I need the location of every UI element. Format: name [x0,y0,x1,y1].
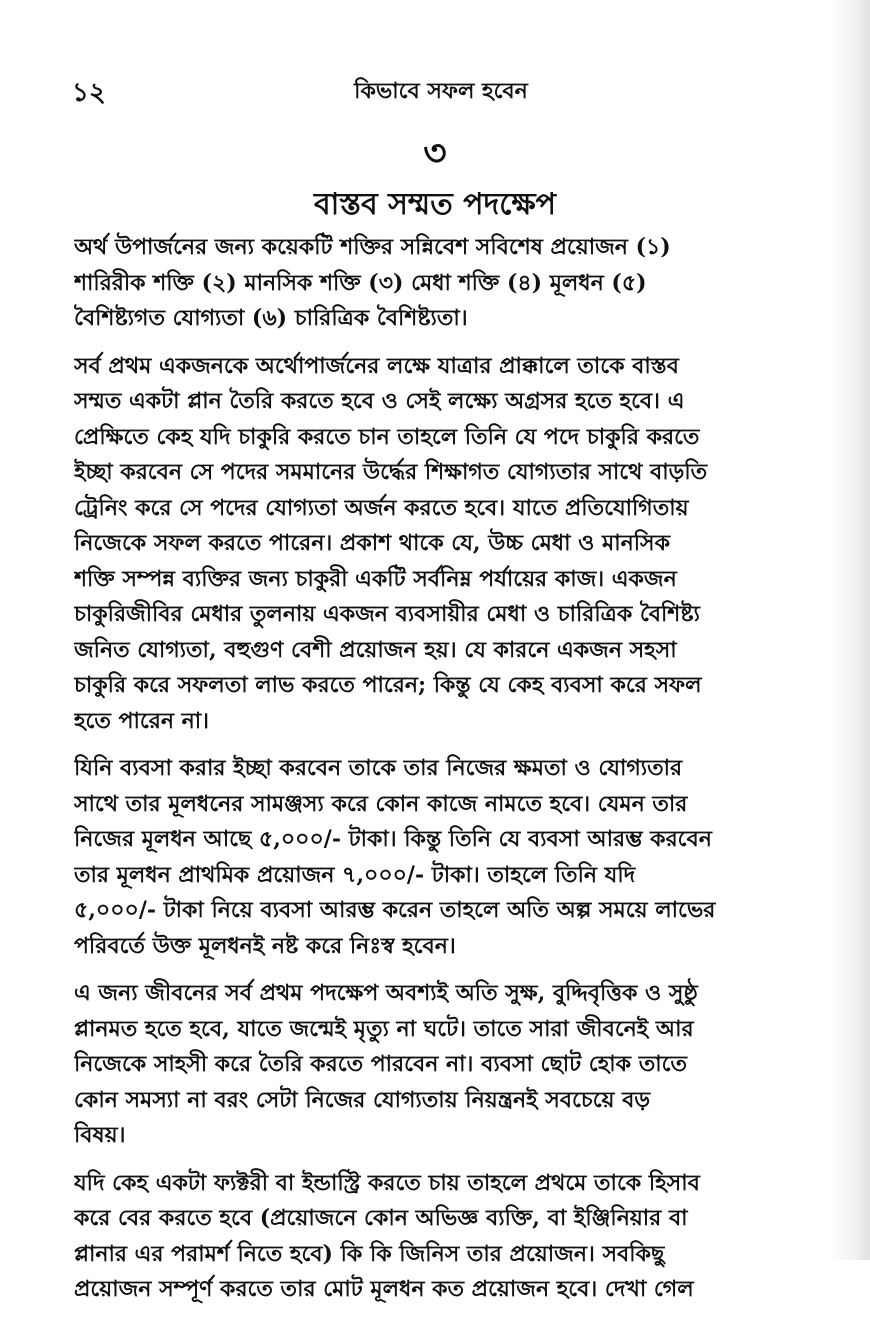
text-line: যিনি ব্যবসা করার ইচ্ছা করবেন তাকে তার নিজের ক্ষমতা ও যোগ্যতার [74,755,683,781]
text-line: পরিবর্তে উক্ত মূলধনই নষ্ট করে নিঃস্ব হবেন। [74,932,456,959]
text-line: চাকুরি করে সফলতা লাভ করতে পারেন; কিন্তু যে কেহ ব্যবসা করে সফল [74,672,702,698]
text-line: অর্থ উপার্জনের জন্য কয়েকটি শক্তির সন্নিবেশ সবিশেষ প্রয়োজন (১) [74,234,671,260]
text-line: নিজেকে সফল করতে পারেন। প্রকাশ থাকে যে, উচ্চ মেধা ও মানসিক [74,530,670,556]
paragraph-1 [74,230,818,337]
text-line: শারিরীক শক্তি (২) মানসিক শক্তি (৩) মেধা শক্তি (৪) মূলধন (৫) [74,269,647,296]
text-line: সর্ব প্রথম একজনকে অর্থোপার্জনের লক্ষে যাত্রার প্রাক্কালে তাকে বাস্তব [74,352,679,379]
paragraph-4 [74,976,818,1154]
running-title: কিভাবে সফল হবেন [354,78,528,104]
text-line: যদি কেহ একটা ফ্যক্টরী বা ইন্ডাস্ট্রি করতে চায় তাহলে প্রথমে তাকে হিসাব [74,1169,700,1196]
chapter-number: ৩ [423,132,447,174]
text-line: সম্মত একটা প্লান তৈরি করতে হবে ও সেই লক্ষ্যে অগ্রসর হতে হবে। এ [74,388,685,414]
chapter-title: বাস্তব সম্মত পদক্ষেপ [313,187,556,222]
text-line: প্লানার এর পরামর্শ নিতে হবে) কি কি জিনিস তার প্রয়োজন। সবকিছু [74,1240,665,1267]
text-line: জনিত যোগ্যতা, বহুগুণ বেশী প্রয়োজন হয়। যে কারনে একজন সহসা [74,636,677,663]
page-header [72,72,810,108]
text-line: এ জন্য জীবনের সর্ব প্রথম পদক্ষেপ অবশ্যই অতি সুক্ষ, বুদ্দিবৃত্তিক ও সুষ্ঠু [74,980,698,1006]
text-line: বিষয়। [74,1122,126,1148]
text-line: হতে পারেন না। [74,707,209,734]
text-line: সাথে তার মূলধনের সামঞ্জস্য করে কোন কাজে নামতে হবে। যেমন তার [74,790,688,817]
text-line: তার মূলধন প্রাথমিক প্রয়োজন ৭,০০০/- টাকা। তাহলে তিনি যদি [74,861,636,888]
text-line: ইচ্ছা করবেন সে পদের সমমানের উর্দ্ধের শিক্ষাগত যোগ্যতার সাথে বাড়তি [74,459,708,485]
text-line: ৫,০০০/- টাকা নিয়ে ব্যবসা আরম্ভ করেন তাহলে অতি অল্প সময়ে লাভের [74,897,716,923]
paragraph-2 [74,349,818,740]
text-line: শক্তি সম্পন্ন ব্যক্তির জন্য চাকুরী একটি সর্বনিম্ন পর্যায়ের কাজ। একজন [74,565,677,592]
text-line: নিজের মূলধন আছে ৫,০০০/- টাকা। কিন্তু তিনি যে ব্যবসা আরম্ভ করবেন [74,826,712,852]
text-line: প্রয়োজন সম্পূর্ণ করতে তার মোট মূলধন কত প্রয়োজন হবে। দেখা গেল [74,1276,694,1302]
text-line: নিজেকে সাহসী করে তৈরি করতে পারবেন না। ব্যবসা ছোট হোক তাতে [74,1051,687,1077]
text-line: প্লানমত হতে হবে, যাতে জন্মেই মৃত্যু না ঘটে। তাতে সারা জীবনেই আর [74,1015,694,1042]
text-line: ট্রেনিং করে সে পদের যোগ্যতা অর্জন করতে হবে। যাতে প্রতিযোগিতায় [74,494,689,521]
text-line: করে বের করতে হবে (প্রয়োজনে কোন অভিজ্ঞ ব্যক্তি, বা ইঞ্জিনিয়ার বা [74,1205,688,1231]
text-line: বৈশিষ্ট্যগত যোগ্যতা (৬) চারিত্রিক বৈশিষ্ট্যতা। [74,305,468,331]
text-line: প্রেক্ষিতে কেহ যদি চাকুরি করতে চান তাহলে তিনি যে পদে চাকুরি করতে [74,423,700,450]
page-number: ১২ [72,78,106,108]
text-line: কোন সমস্যা না বরং সেটা নিজের যোগ্যতায় নিয়ন্ত্রনই সবচেয়ে বড় [74,1086,651,1113]
paragraph-3 [74,751,818,964]
body-text [74,230,818,1320]
paragraph-5 [74,1166,818,1308]
text-line: চাকুরিজীবির মেধার তুলনায় একজন ব্যবসায়ীর মেধা ও চারিত্রিক বৈশিষ্ট্য [74,601,700,627]
